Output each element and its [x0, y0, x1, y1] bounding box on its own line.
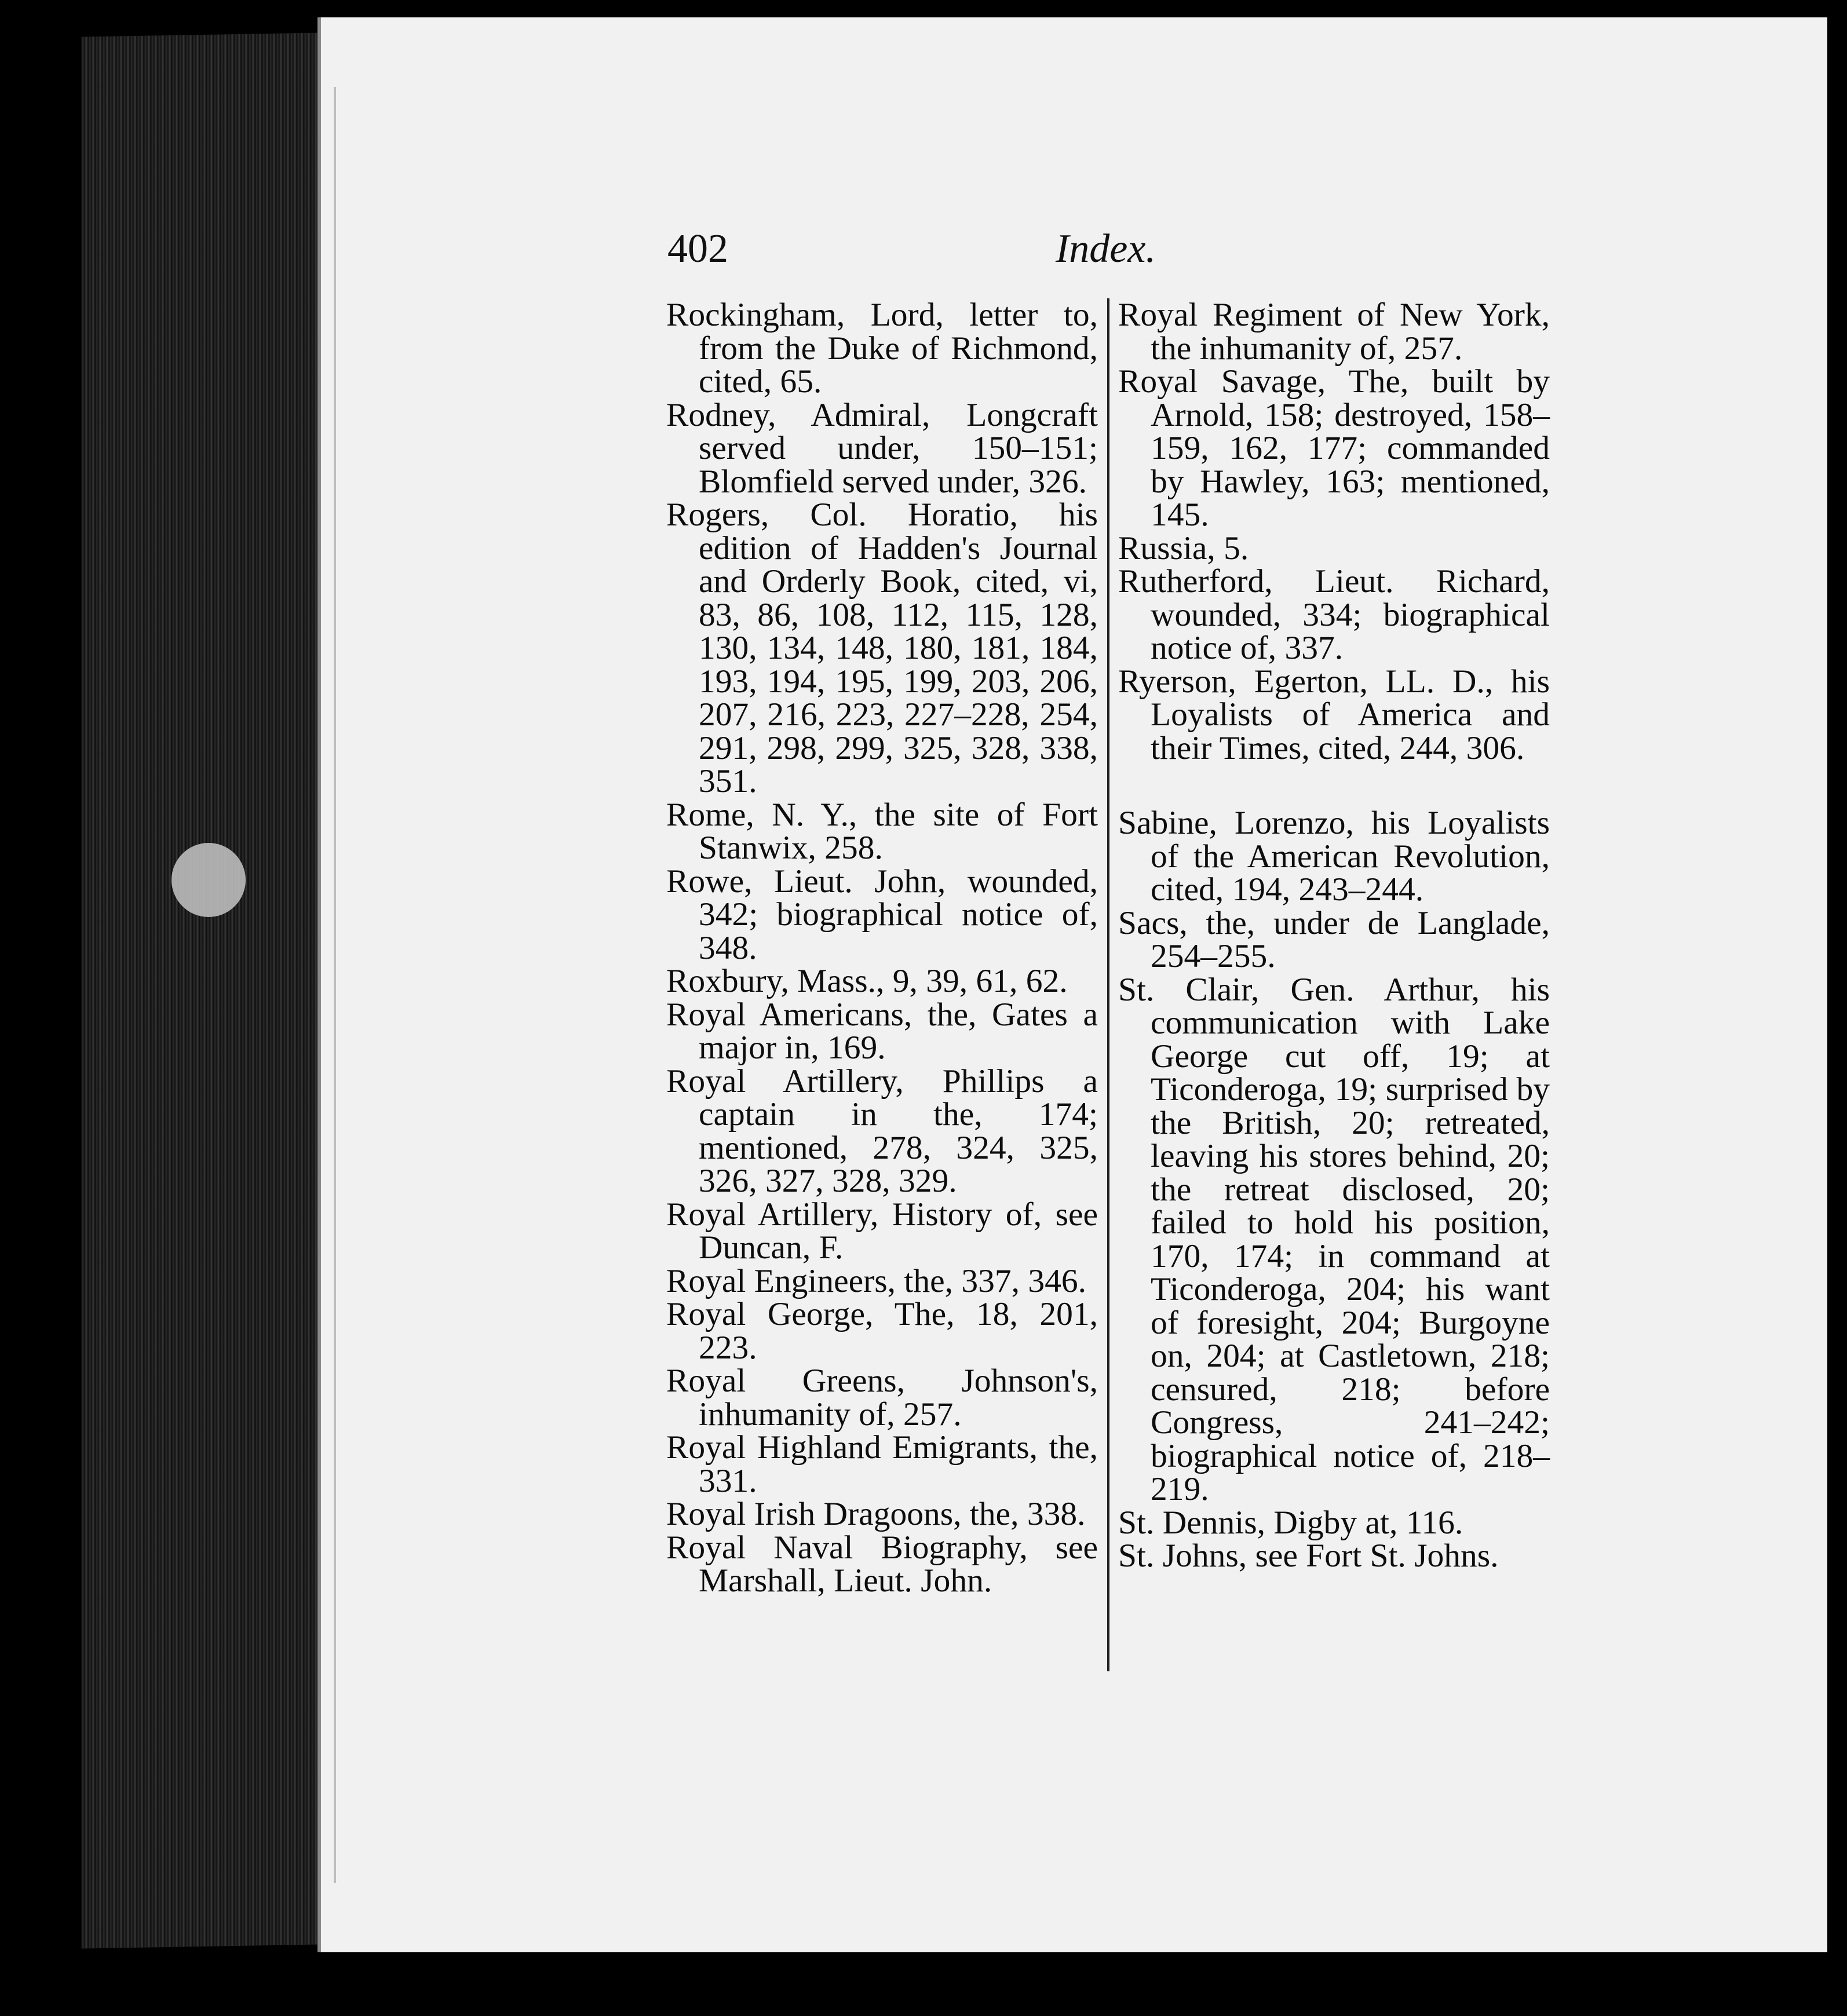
index-entry: Rutherford, Lieut. Richard, wounded, 334; biographical notice of, 337. [1118, 563, 1550, 666]
index-entry: Ryerson, Egerton, LL. D., his Loyalists of America and their Times, cited, 244, 306. [1118, 663, 1550, 766]
index-entry: Royal Artillery, History of, see Duncan, F. [666, 1196, 1098, 1266]
index-entry: Royal Artillery, Phillips a captain in the, 174; mentioned, 278, 324, 325, 326, 327, 328, 329. [666, 1062, 1098, 1199]
book-page-edges [81, 32, 324, 1948]
index-column-left [666, 298, 1098, 1598]
index-entry: Rome, N. Y., the site of Fort Stanwix, 258. [666, 796, 1098, 866]
index-column-right [1118, 298, 1550, 1573]
index-entry: St. Dennis, Digby at, 116. [1118, 1504, 1463, 1541]
letter-section-gap [1118, 765, 1550, 806]
index-entry: Royal Highland Emigrants, the, 331. [666, 1429, 1098, 1499]
column-divider [1107, 298, 1109, 1671]
index-entry: Sabine, Lorenzo, his Loyalists of the American Revolution, cited, 194, 243–244. [1118, 805, 1550, 908]
index-entry: Roxbury, Mass., 9, 39, 61, 62. [666, 963, 1068, 999]
page-title: Index. [1056, 227, 1156, 271]
index-entry: Royal Regiment of New York, the inhumanity of, 257. [1118, 297, 1550, 367]
stain-mark [171, 843, 246, 917]
index-entry: Royal Irish Dragoons, the, 338. [666, 1496, 1086, 1532]
page-header [667, 214, 1513, 284]
page-number: 402 [667, 227, 728, 271]
index-entry: Royal George, The, 18, 201, 223. [666, 1296, 1098, 1366]
index-entry: Rogers, Col. Horatio, his edition of Hadden's Journal and Orderly Book, cited, vi, 83, 86, 108, 112, 115, 128, 130, 134, 148, 180, 181, 184, 193, 194, 195, 199, 203, 206, 207, 216, 223, 227–228, 254, 291, 298, 299, 325, 328, 338, 351. [666, 496, 1098, 799]
index-entry: Royal Engineers, the, 337, 346. [666, 1262, 1087, 1299]
index-entry: Royal Savage, The, built by Arnold, 158; destroyed, 158–159, 162, 177; commanded by Hawley, 163; mentioned, 145. [1118, 363, 1550, 533]
index-entry: Royal Naval Biography, see Marshall, Lieut. John. [666, 1529, 1098, 1599]
index-entry: Rowe, Lieut. John, wounded, 342; biographical notice of, 348. [666, 863, 1098, 966]
index-entry: St. Johns, see Fort St. Johns. [1118, 1537, 1499, 1574]
index-entry: Rockingham, Lord, letter to, from the Duke of Richmond, cited, 65. [666, 297, 1098, 400]
index-entry: St. Clair, Gen. Arthur, his communication with Lake George cut off, 19; at Ticonderoga, 19; surprised by the British, 20; retreated, leaving his stores behind, 20; the retreat disclosed, 20; failed to hold his position, 170, 174; in command at Ticonderoga, 204; his want of foresight, 204; Burgoyne on, 204; at Castletown, 218; censured, 218; before Congress, 241–242; biographical notice of, 218–219. [1118, 971, 1550, 1507]
index-entry: Sacs, the, under de Langlade, 254–255. [1118, 904, 1550, 974]
index-entry: Russia, 5. [1118, 529, 1249, 567]
page-gutter-line [334, 87, 336, 1883]
index-entry: Rodney, Admiral, Longcraft served under, 150–151; Blomfield served under, 326. [666, 396, 1098, 500]
index-entry: Royal Americans, the, Gates a major in, 169. [666, 996, 1098, 1066]
index-entry: Royal Greens, Johnson's, inhumanity of, 257. [666, 1363, 1098, 1433]
